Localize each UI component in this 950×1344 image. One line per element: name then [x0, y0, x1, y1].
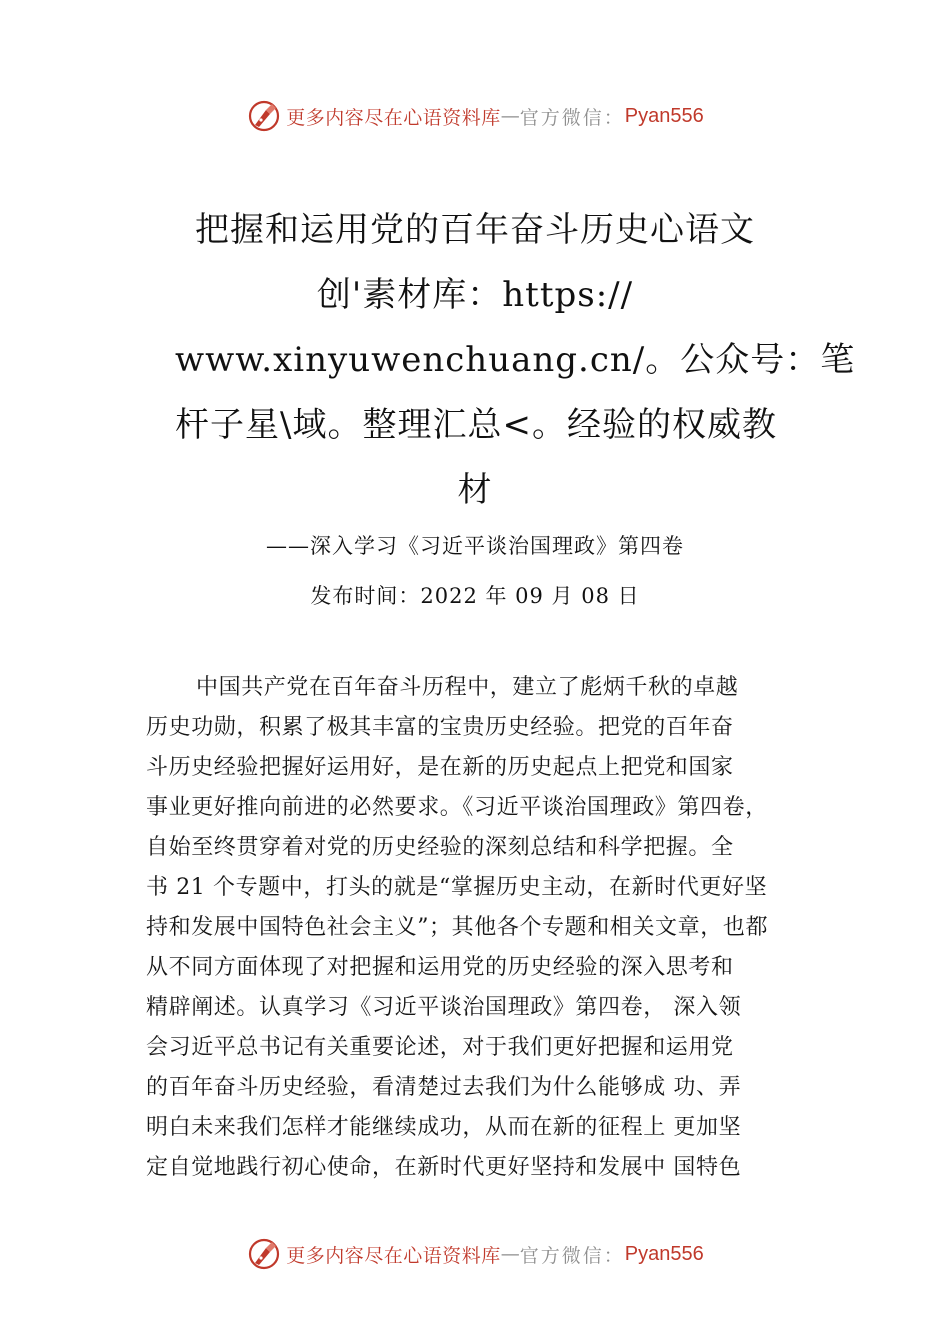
publish-date: 发布时间：2022 年 09 月 08 日 [310, 584, 640, 608]
body-line: 从不同方面体现了对把握和运用党的历史经验的深入思考和 [146, 955, 734, 980]
watermark-text: 更多内容尽在心语资料库 [286, 1244, 501, 1267]
body-line: 精辟阐述。认真学习《习近平谈治国理政》第四卷， 深入领 [146, 995, 742, 1020]
body-line: 历史功勋，积累了极其丰富的宝贵历史经验。把党的百年奋 [146, 715, 734, 740]
title-line: www.xinyuwenchuang.cn/。公众号：笔 [175, 340, 856, 380]
watermark-wechat-label: 官方微信： [519, 106, 625, 129]
title-line: 杆子星\域。整理汇总<。经验的权威教 [175, 405, 777, 445]
body-line: 中国共产党在百年奋斗历程中，建立了彪炳千秋的卓越 [196, 675, 739, 700]
title-line: 把握和运用党的百年奋斗历史心语文 [195, 210, 755, 250]
pen-nib-logo-icon [246, 1236, 282, 1272]
body-line: 会习近平总书记有关重要论述，对于我们更好把握和运用党 [146, 1035, 734, 1060]
body-line: 明白未来我们怎样才能继续成功，从而在新的征程上 更加坚 [146, 1115, 742, 1140]
body-line: 定自觉地践行初心使命，在新时代更好坚持和发展中 国特色 [146, 1155, 742, 1180]
document-title [175, 198, 856, 523]
watermark-dash: — [500, 105, 520, 127]
top-watermark-banner [0, 94, 950, 138]
body-line: 斗历史经验把握好运用好，是在新的历史起点上把党和国家 [146, 755, 734, 780]
watermark-text: 更多内容尽在心语资料库 [286, 106, 501, 129]
title-line: 材 [457, 470, 493, 510]
body-line: 事业更好推向前进的必然要求。《习近平谈治国理政》第四卷， [146, 795, 768, 820]
body-line: 自始至终贯穿着对党的历史经验的深刻总结和科学把握。全 [146, 835, 734, 860]
watermark-wechat-label: 官方微信： [519, 1244, 625, 1267]
watermark-wechat-id: Pyan556 [624, 1242, 704, 1265]
watermark-wechat-id: Pyan556 [624, 104, 704, 127]
watermark-dash: — [500, 1243, 520, 1265]
body-line: 持和发展中国特色社会主义”；其他各个专题和相关文章，也都 [146, 915, 769, 940]
pen-nib-logo-icon [246, 98, 282, 134]
document-subtitle: ——深入学习《习近平谈治国理政》第四卷 [266, 534, 684, 558]
body-line: 书 21 个专题中，打头的就是“掌握历史主动，在新时代更好坚 [146, 875, 768, 900]
body-paragraph [146, 668, 826, 1188]
title-line: 创'素材库：https:// [316, 275, 634, 315]
body-line: 的百年奋斗历史经验，看清楚过去我们为什么能够成 功、弄 [146, 1075, 742, 1100]
bottom-watermark-banner [0, 1232, 950, 1276]
